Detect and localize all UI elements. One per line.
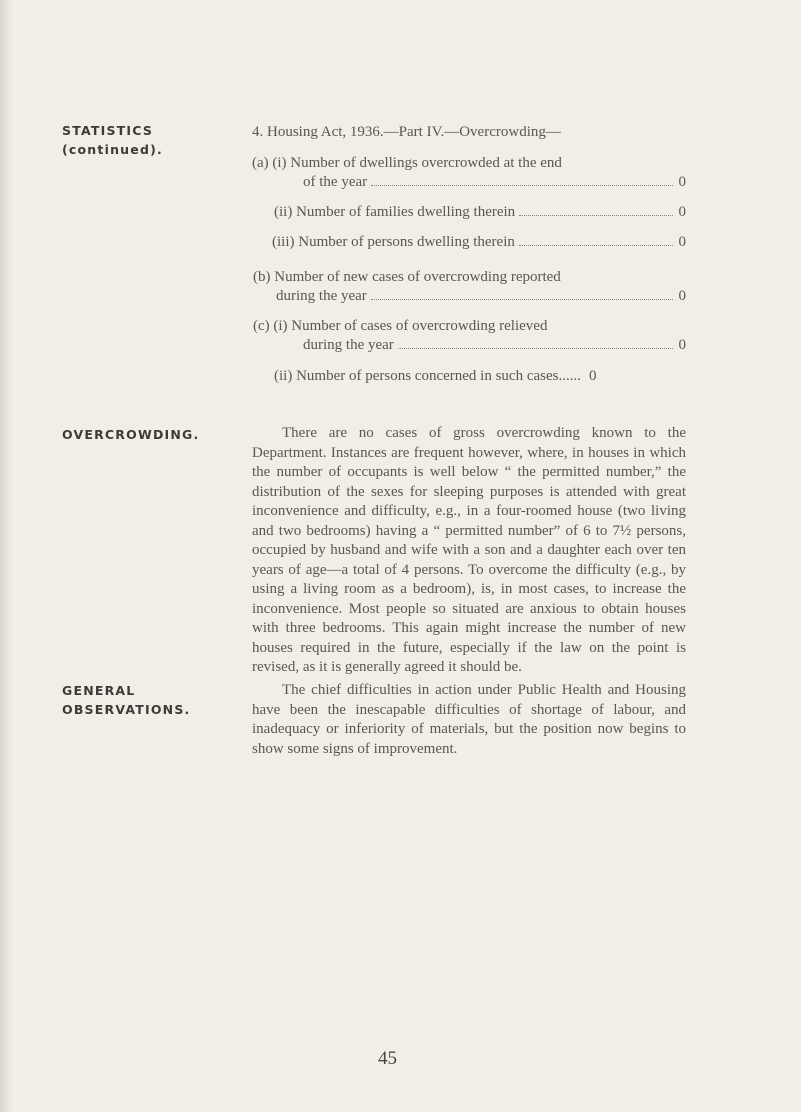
item-c-i-value: 0 [678, 337, 686, 353]
item-a-iii-value: 0 [678, 234, 686, 250]
sidebar-overcrowding: OVERCROWDING. [62, 427, 200, 442]
item-a-i-line2: of the year [303, 174, 368, 190]
item-a-iii-label: (iii) Number of persons dwelling therein [272, 234, 515, 250]
sidebar-general: GENERAL [62, 683, 136, 698]
item-a-ii-value: 0 [678, 204, 686, 220]
item-a-ii-label: (ii) Number of families dwelling therein [274, 204, 516, 220]
leader-dots [371, 185, 672, 186]
item-a-i [303, 173, 686, 192]
leader-dots [519, 245, 673, 246]
sidebar-continued: (continued). [62, 142, 163, 157]
leader-dots [371, 299, 673, 300]
item-a-ii [274, 203, 686, 222]
item-b-line2: during the year [276, 288, 367, 304]
item-a-iii [272, 233, 686, 252]
item-c-i-line1: (c) (i) Number of cases of overcrowding relieved [253, 318, 548, 334]
overcrowding-paragraph: There are no cases of gross overcrowding known to the Department. Instances are frequent however, where, in houses in which the number of occupants is well below “ the permitted number,” the distribution of the sexes for sleeping purposes is attended with great inconvenience and difficulty, e.g., in a four-roomed house (two living and two bedrooms) having a “ permitted number” of 6 to 7½ persons, occupied by husband and wife with a son and a daughter each over ten years of age—a total of 4 persons. To overcome the difficulty (e.g., by using a living room as a bedroom), is, in most cases, to increase the inconvenience. Most people so situated are anxious to obtain houses with three bedrooms. This again might increase the number of new houses required in the future, especially if the law on the point is revised, as it is generally agreed it should be. [252, 425, 686, 675]
item-c-i-line2: during the year [303, 337, 394, 353]
item-b [276, 287, 686, 306]
item-b-value: 0 [678, 288, 686, 304]
housing-heading: 4. Housing Act, 1936.—Part IV.—Overcrowding— [252, 124, 561, 140]
item-c-ii-value: 0 [589, 368, 597, 384]
general-observations-paragraph: The chief difficulties in action under Public Health and Housing have been the inescapable difficulties of shortage of labour, and inadequacy or inferiority of materials, but the position now begins to show some signs of improvement. [252, 682, 686, 757]
sidebar-statistics-heading [62, 121, 163, 159]
item-c-ii [274, 367, 686, 386]
page-number: 45 [378, 1048, 397, 1069]
sidebar-general-heading [62, 681, 190, 719]
leader-dots [519, 215, 672, 216]
item-a-i-value: 0 [678, 174, 686, 190]
item-c-ii-label: (ii) Number of persons concerned in such cases...... [274, 368, 581, 384]
item-c-i [303, 336, 686, 355]
leader-dots [398, 348, 673, 349]
item-b-line1: (b) Number of new cases of overcrowding reported [253, 269, 561, 285]
sidebar-statistics: STATISTICS [62, 123, 154, 138]
page-edge-shadow [0, 0, 14, 1112]
sidebar-observations: OBSERVATIONS. [62, 702, 191, 717]
item-a-i-line1: (a) (i) Number of dwellings overcrowded at the end [252, 155, 562, 171]
